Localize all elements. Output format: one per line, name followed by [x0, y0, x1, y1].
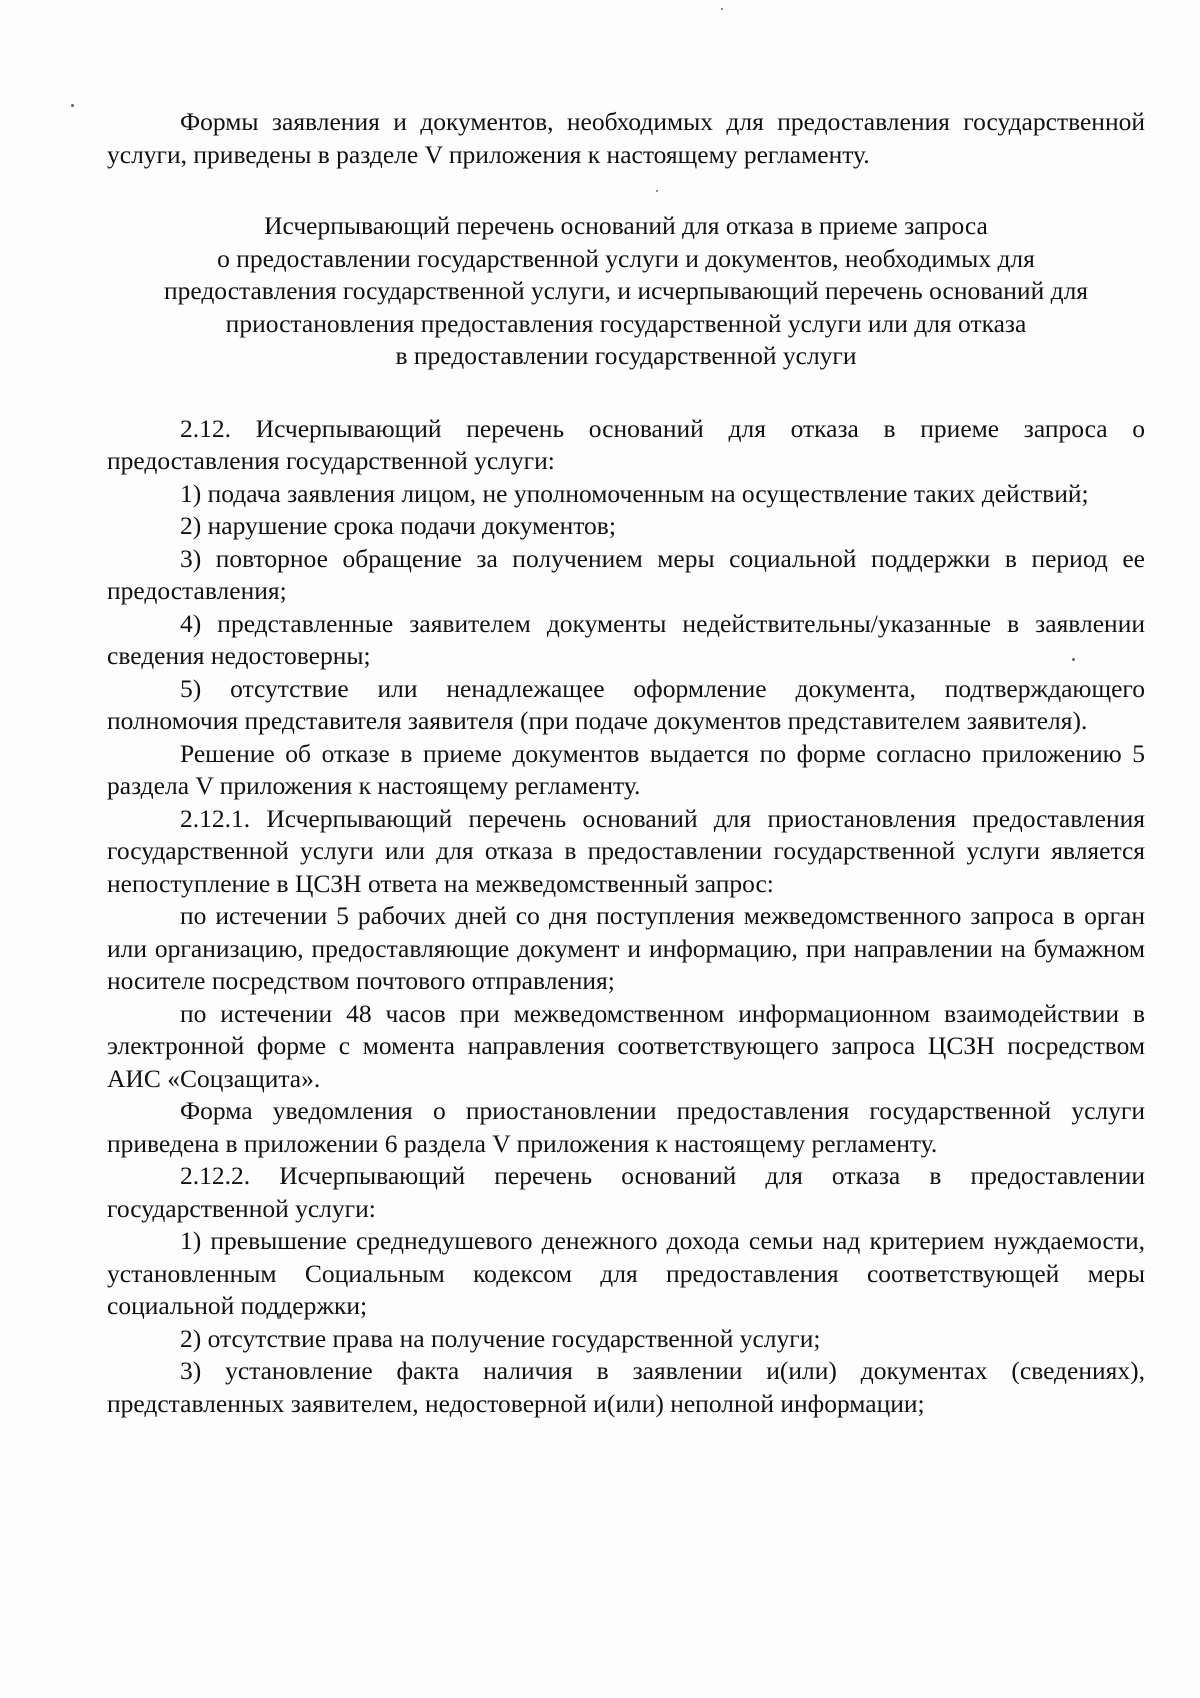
- list-item: 3) повторное обращение за получением меры социальной поддержки в период ее предоставления;: [107, 543, 1145, 605]
- notice-paragraph: Форма уведомления о приостановлении предоставления государственной услуги приведена в приложении 6 раздела V приложения к настоящему регламенту.: [107, 1096, 1145, 1158]
- list-item: 2) нарушение срока подачи документов;: [180, 511, 616, 540]
- list-item: по истечении 48 часов при межведомственном информационном взаимодействии в электронной форме с момента направления соответствующего запроса ЦСЗН посредством АИС «Соцзащита».: [107, 998, 1145, 1093]
- clause-2-12-title: 2.12. Исчерпывающий перечень оснований для отказа в приеме запроса о предоставления государственной услуги:: [107, 413, 1145, 475]
- list-item: 4) представленные заявителем документы недействительны/указанные в заявлении сведения недостоверны;: [107, 608, 1145, 670]
- heading-line: в предоставлении государственной услуги: [395, 341, 857, 370]
- heading-line: Исчерпывающий перечень оснований для отказа в приеме запроса: [264, 211, 988, 240]
- list-item: 1) подача заявления лицом, не уполномоченным на осуществление таких действий;: [180, 478, 1089, 508]
- list-item: 2) отсутствие права на получение государственной услуги;: [180, 1323, 821, 1353]
- scan-speck: [71, 104, 74, 107]
- heading-line: о предоставлении государственной услуги и документов, необходимых для: [217, 243, 1035, 273]
- clause-2-12-2-title: 2.12.2. Исчерпывающий перечень оснований для отказа в предоставлении государственной услуги:: [107, 1161, 1145, 1223]
- section-heading: [107, 210, 1145, 373]
- intro-paragraph: Формы заявления и документов, необходимых для предоставления государственной услуги, приведены в разделе V приложения к настоящему регламенту.: [107, 107, 1145, 169]
- list-item: 5) отсутствие или ненадлежащее оформление документа, подтверждающего полномочия представителя заявителя (при подаче документов представителем заявителя).: [107, 673, 1145, 735]
- list-item: по истечении 5 рабочих дней со дня поступления межведомственного запроса в орган или организацию, предоставляющие документ и информацию, при направлении на бумажном носителе посредством почтового отправления;: [107, 901, 1145, 995]
- document-body: [107, 106, 1145, 1420]
- heading-line: предоставления государственной услуги, и исчерпывающий перечень оснований для: [163, 276, 1089, 305]
- clause-2-12-1-title: 2.12.1. Исчерпывающий перечень оснований для приостановления предоставления государственной услуги или для отказа в предоставлении государственной услуги является непоступление в ЦСЗН ответа на межведомственный запрос:: [107, 803, 1145, 898]
- heading-line: приостановления предоставления государственной услуги или для отказа: [225, 308, 1027, 338]
- scan-speck: [721, 8, 723, 10]
- list-item: 3) установление факта наличия в заявлении и(или) документах (сведениях), представленных заявителем, недостоверной и(или) неполной информации;: [107, 1356, 1145, 1418]
- list-item: 1) превышение среднедушевого денежного дохода семьи над критерием нуждаемости, установленным Социальным кодексом для предоставления соответствующей меры социальной поддержки;: [107, 1226, 1145, 1320]
- decision-paragraph: Решение об отказе в приеме документов выдается по форме согласно приложению 5 раздела V приложения к настоящему регламенту.: [107, 738, 1145, 800]
